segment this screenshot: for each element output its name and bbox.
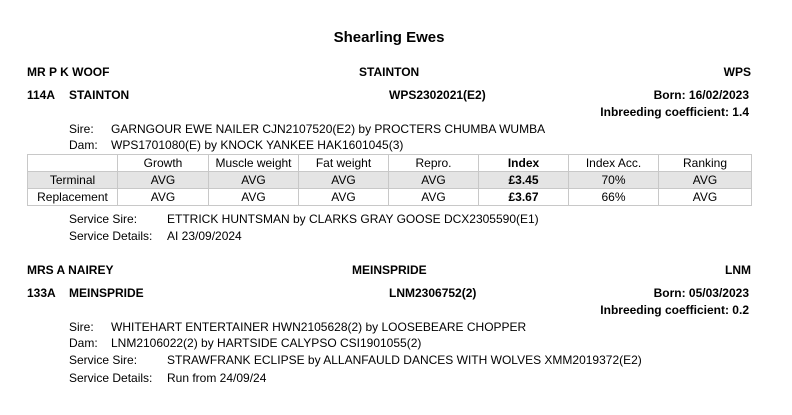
dam-label: Dam: [69, 336, 98, 350]
lot-name: MEINSPRIDE [69, 286, 144, 300]
table-cell: AVG [118, 189, 209, 206]
service-details-label: Service Details: [69, 371, 153, 385]
dam-value: WPS1701080(E) by KNOCK YANKEE HAK1601045(3) [111, 138, 404, 152]
sire-value: GARNGOUR EWE NAILER CJN2107520(E2) by PROCTERS CHUMBA WUMBA [111, 122, 546, 136]
table-cell: 70% [569, 172, 659, 189]
table-header [28, 155, 118, 172]
service-details-label: Service Details: [69, 229, 153, 243]
lot-number: 114A [27, 88, 56, 102]
service-sire-value: STRAWFRANK ECLIPSE by ALLANFAULD DANCES WITH WOLVES XMM2019372(E2) [167, 353, 642, 367]
owner-name: MRS A NAIREY [27, 263, 114, 277]
table-cell: AVG [118, 172, 209, 189]
dam-value: LNM2106022(2) by HARTSIDE CALYPSO CSI1901055(2) [111, 336, 422, 350]
flock-name: STAINTON [359, 65, 420, 79]
flock-name: MEINSPRIDE [352, 263, 427, 277]
owner-name: MR P K WOOF [27, 65, 110, 79]
table-header: Fat weight [299, 155, 389, 172]
service-sire-label: Service Sire: [69, 212, 138, 226]
table-cell: Terminal [28, 172, 118, 189]
table-cell: 66% [569, 189, 659, 206]
table-header: Ranking [659, 155, 752, 172]
table-header: Index Acc. [569, 155, 659, 172]
inbreeding-coefficient: Inbreeding coefficient: 0.2 [600, 303, 749, 317]
inbreeding-coefficient: Inbreeding coefficient: 1.4 [600, 105, 749, 119]
table-cell: AVG [209, 189, 299, 206]
index-table [27, 154, 752, 206]
sire-value: WHITEHART ENTERTAINER HWN2105628(2) by LOOSEBEARE CHOPPER [111, 320, 527, 334]
table-header-row [28, 155, 752, 172]
lot-number: 133A [27, 286, 56, 300]
table-cell: AVG [659, 172, 752, 189]
flock-code: WPS [723, 65, 751, 79]
table-cell: Replacement [28, 189, 118, 206]
table-header: Index [479, 155, 569, 172]
table-header: Growth [118, 155, 209, 172]
table-cell: AVG [299, 189, 389, 206]
table-cell: AVG [659, 189, 752, 206]
table-cell: £3.67 [479, 189, 569, 206]
lot-name: STAINTON [69, 88, 130, 102]
table-cell: AVG [389, 172, 479, 189]
table-row [28, 172, 752, 189]
dam-label: Dam: [69, 138, 98, 152]
registration-number: LNM2306752(2) [389, 286, 477, 300]
table-cell: £3.45 [479, 172, 569, 189]
table-cell: AVG [299, 172, 389, 189]
page-title: Shearling Ewes [333, 29, 445, 46]
born-date: Born: 05/03/2023 [653, 286, 749, 300]
flock-code: LNM [725, 263, 751, 277]
table-row [28, 189, 752, 206]
table-header: Repro. [389, 155, 479, 172]
table-cell: AVG [389, 189, 479, 206]
service-details-value: AI 23/09/2024 [167, 229, 242, 243]
registration-number: WPS2302021(E2) [389, 88, 486, 102]
service-details-value: Run from 24/09/24 [167, 371, 267, 385]
table-header: Muscle weight [209, 155, 299, 172]
table-cell: AVG [209, 172, 299, 189]
sire-label: Sire: [69, 320, 94, 334]
born-date: Born: 16/02/2023 [653, 88, 749, 102]
sire-label: Sire: [69, 122, 94, 136]
service-sire-label: Service Sire: [69, 353, 138, 367]
service-sire-value: ETTRICK HUNTSMAN by CLARKS GRAY GOOSE DCX2305590(E1) [167, 212, 539, 226]
